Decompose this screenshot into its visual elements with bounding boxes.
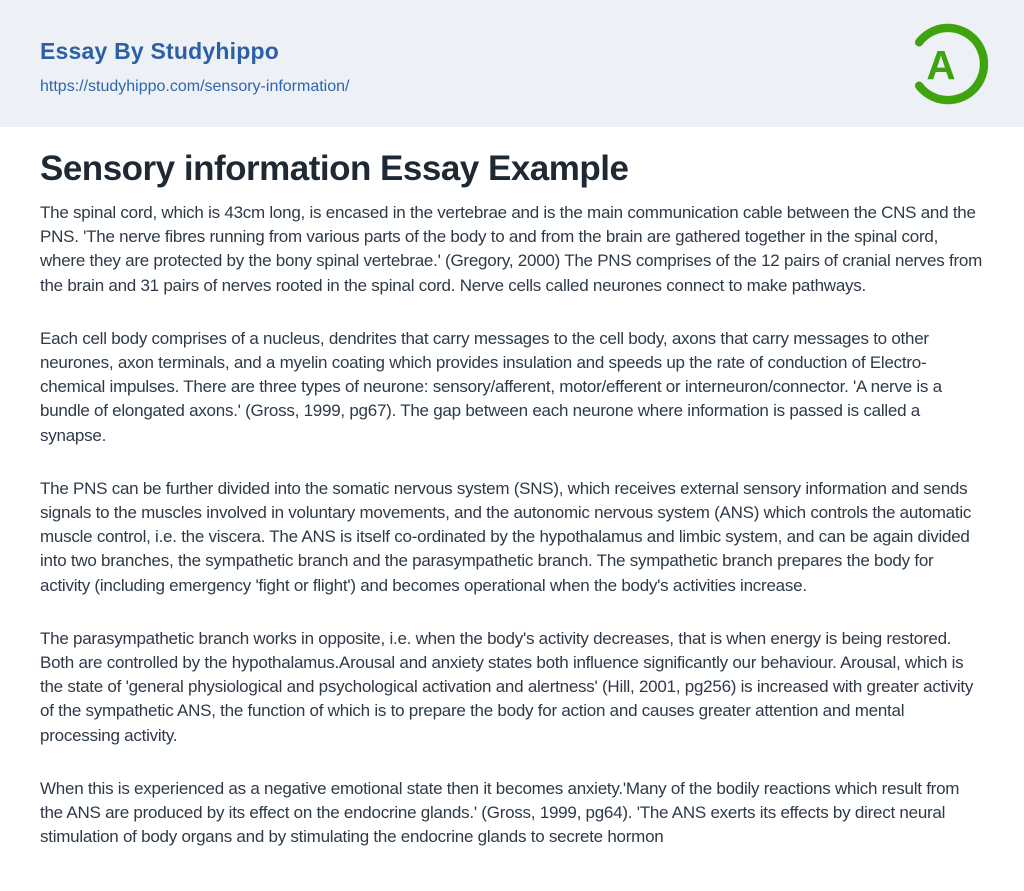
essay-paragraph-3: The PNS can be further divided into the somatic nervous system (SNS), which receives external sensory information and sends signals to the muscles involved in voluntary movements, and the autonomic nervous system (ANS) which controls the automatic muscle control, i.e. the viscera. The ANS is itself co-ordinated by the hypothalamus and limbic system, and can be again divided into two branches, the sympathetic branch and the parasympathetic branch. The sympathetic branch prepares the body for activity (including emergency 'fight or flight') and becomes operational when the body's activities increase.: [40, 478, 972, 595]
essay-paragraph-5: When this is experienced as a negative emotional state then it becomes anxiety.'Many of the bodily reactions which result from the ANS are produced by its effect on the endocrine glands.' (Gross, 1999, pg64). 'The ANS exerts its effects by direct neural stimulation of body organs and by stimulating the endocrine glands to secrete hormon: [40, 778, 960, 847]
essay-paragraph-1: The spinal cord, which is 43cm long, is encased in the vertebrae and is the main communication cable between the CNS and the PNS. 'The nerve fibres running from various parts of the body to and from the brain are gathered together in the spinal cord, where they are protected by the bony spinal vertebrae.' (Gregory, 2000) The PNS comprises of the 12 pairs of cranial nerves from the brain and 31 pairs of nerves rooted in the spinal cord. Nerve cells called neurones connect to make pathways.: [40, 203, 982, 295]
studyhippo-logo-icon: [904, 20, 992, 108]
logo-letter: A: [926, 41, 956, 88]
page-header: [0, 0, 1024, 127]
essay-paragraph-4: The parasympathetic branch works in opposite, i.e. when the body's activity decreases, that is when energy is being restored. Both are controlled by the hypothalamus.Arousal and anxiety states both influence significantly our behaviour. Arousal, which is the state of 'general physiological and psychological activation and alertness' (Hill, 2001, pg256) is increased with greater activity of the sympathetic ANS, the function of which is to prepare the body for action and causes greater attention and mental processing activity.: [40, 628, 974, 745]
essay-title: Sensory information Essay Example: [40, 149, 629, 188]
essay-content: [0, 127, 1024, 849]
essay-url-link[interactable]: https://studyhippo.com/sensory-information/: [40, 77, 350, 95]
essay-paragraph-2: Each cell body comprises of a nucleus, dendrites that carry messages to the cell body, axons that carry messages to other neurones, axon terminals, and a myelin coating which provides insulation and speeds up the rate of conduction of Electro-chemical impulses. There are three types of neurone: sensory/afferent, motor/efferent or interneuron/connector. 'A nerve is a bundle of elongated axons.' (Gross, 1999, pg67). The gap between each neurone where information is passed is called a synapse.: [40, 328, 942, 445]
essay-source-title: Essay By Studyhippo: [40, 37, 279, 64]
header-text-block: [40, 32, 349, 96]
